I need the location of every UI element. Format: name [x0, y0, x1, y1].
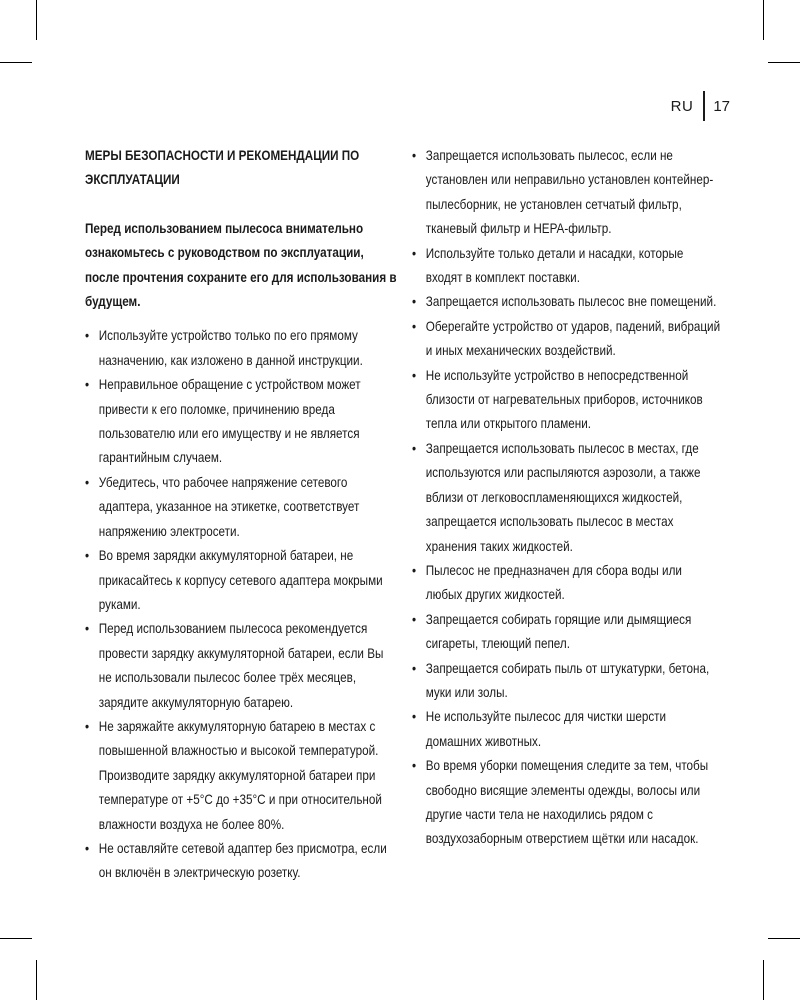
right-column	[412, 144, 722, 852]
list-item: • Запрещается использовать пылесос в местах, где используются или распыляются аэрозоли, а также вблизи от легковоспламеняющихся жидкостей, запрещается использовать пылесос в местах хранения таких жидкостей.	[412, 440, 701, 554]
crop-mark	[768, 62, 800, 63]
crop-mark	[0, 938, 32, 939]
list-item: • Запрещается использовать пылесос вне помещений.	[412, 294, 717, 310]
intro-text: Перед использованием пылесоса внимательно ознакомьтесь с руководством по эксплуатации, после прочтения сохраните его для использования в будущем.	[85, 220, 397, 310]
list-item: • Используйте устройство только по его прямому назначению, как изложено в данной инструкции.	[85, 328, 363, 368]
crop-mark	[763, 960, 764, 1000]
left-column	[85, 144, 399, 886]
list-item: • Неправильное обращение с устройством может привести к его поломке, причинению вреда пользователю или его имуществу и не является гарантийным случаем.	[85, 377, 361, 466]
list-item: • Не используйте устройство в непосредственной близости от нагревательных приборов, источников тепла или открытого пламени.	[412, 367, 703, 432]
list-item: • Не используйте пылесос для чистки шерсти домашних животных.	[412, 709, 667, 749]
list-item: • Используйте только детали и насадки, которые входят в комплект поставки.	[412, 245, 684, 286]
language-code: RU	[670, 97, 694, 115]
list-item: • Убедитесь, что рабочее напряжение сетевого адаптера, указанное на этикетке, соответствует напряжению электросети.	[85, 474, 360, 539]
crop-mark	[0, 62, 32, 63]
list-item: • Во время зарядки аккумуляторной батареи, не прикасайтесь к корпусу сетевого адаптера мокрыми руками.	[85, 548, 383, 612]
right-bullet-list	[412, 144, 722, 852]
list-item: • Оберегайте устройство от ударов, падений, вибраций и иных механических воздействий.	[412, 318, 721, 359]
crop-mark	[36, 960, 37, 1000]
list-item: • Перед использованием пылесоса рекомендуется провести зарядку аккумуляторной батареи, если Вы не использовали пылесос более трёх месяцев, зарядите аккумуляторную батарею.	[85, 621, 384, 710]
page-header	[671, 90, 730, 122]
section-title: МЕРЫ БЕЗОПАСНОСТИ И РЕКОМЕНДАЦИИ ПО ЭКСПЛУАТАЦИИ	[85, 148, 360, 188]
list-item: • Не оставляйте сетевой адаптер без присмотра, если он включён в электрическую розетку.	[85, 840, 387, 881]
list-item: • Пылесос не предназначен для сбора воды или любых других жидкостей.	[412, 562, 682, 603]
left-bullet-list	[85, 324, 399, 885]
page-number: 17	[713, 97, 730, 115]
list-item: • Запрещается собирать пыль от штукатурки, бетона, муки или золы.	[412, 660, 710, 700]
crop-mark	[36, 0, 37, 40]
list-item: • Во время уборки помещения следите за тем, чтобы свободно висящие элементы одежды, волосы или другие части тела не находились рядом с воздухозаборным отверстием щётки или насадок.	[412, 758, 709, 847]
list-item: • Запрещается собирать горящие или дымящиеся сигареты, тлеющий пепел.	[412, 611, 692, 652]
list-item: • Не заряжайте аккумуляторную батарею в местах с повышенной влажностью и высокой температурой. Производите зарядку аккумуляторной батареи при температуре от +5°C до +35°C и при относительной влажности воздуха не более 80%.	[85, 718, 382, 832]
crop-mark	[768, 938, 800, 939]
crop-mark	[763, 0, 764, 40]
list-item: • Запрещается использовать пылесос, если не установлен или неправильно установлен контейнер-пылесборник, не установлен сетчатый фильтр, тканевый фильтр и HEPA-фильтр.	[412, 148, 714, 237]
